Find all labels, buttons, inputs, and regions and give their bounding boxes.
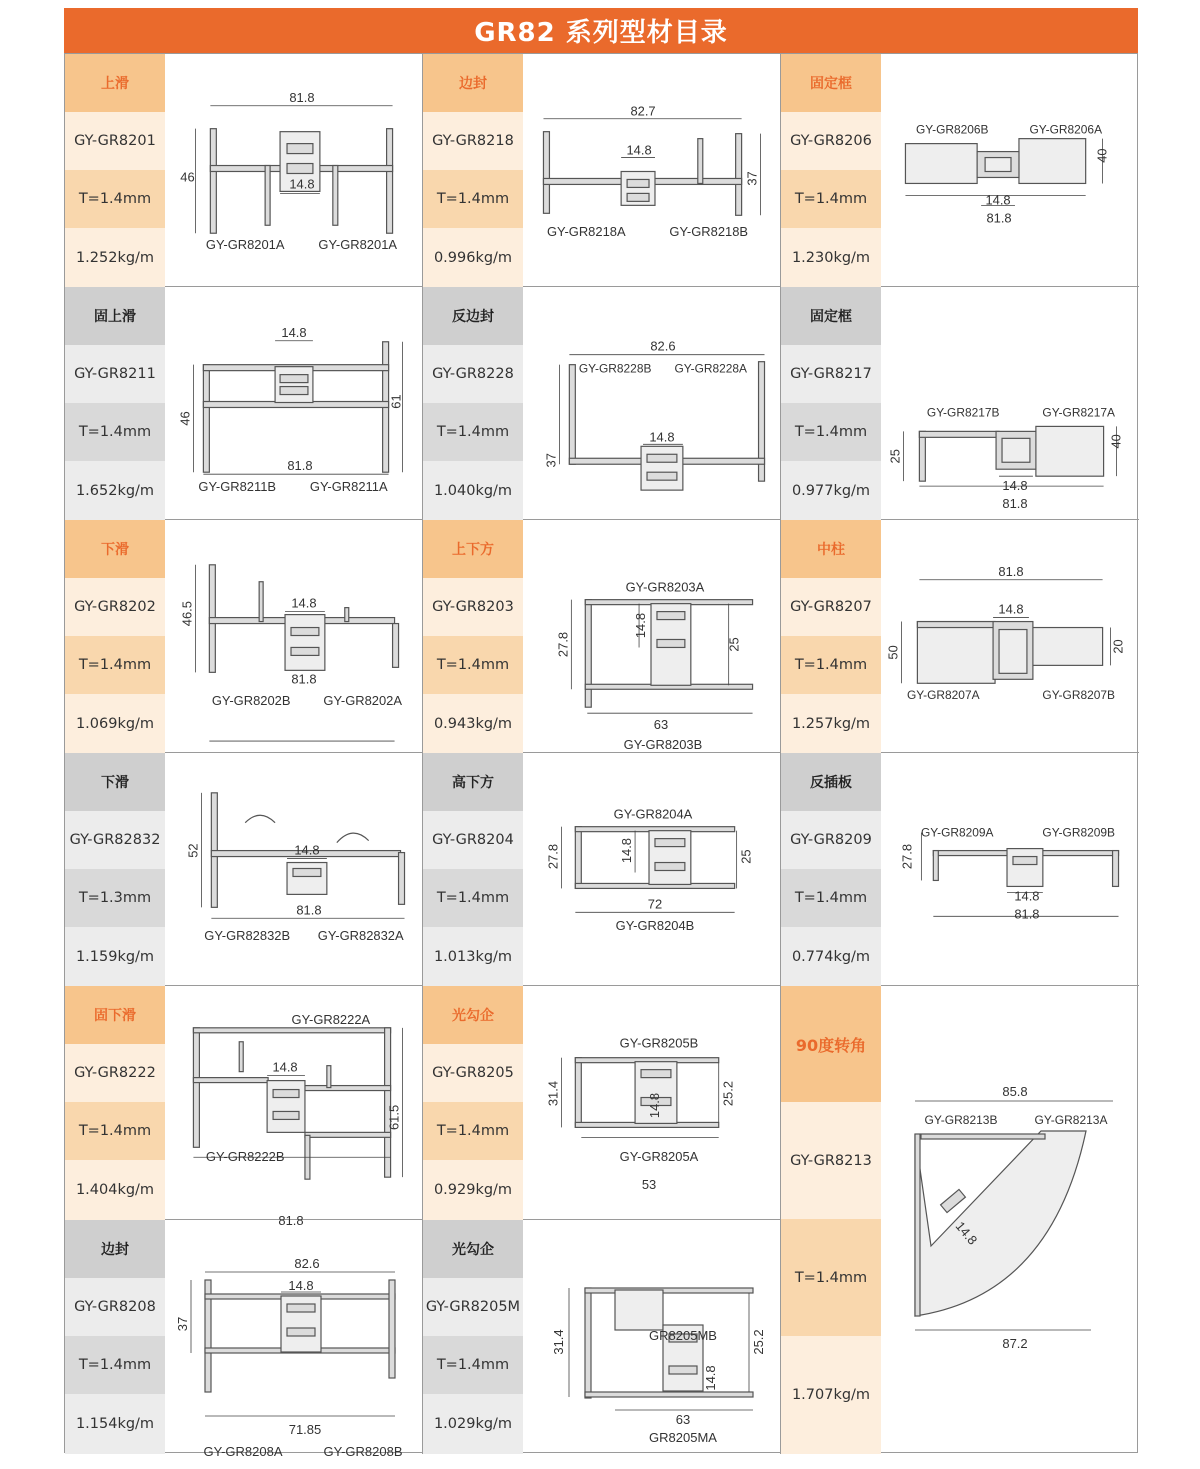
part-label: GY-GR8218B: [669, 224, 749, 240]
profile-name: 固下滑: [65, 986, 165, 1044]
profile-drawing: [881, 986, 1138, 1454]
part-label: GY-GR8201A: [205, 237, 285, 253]
profile-weight: 1.230kg/m: [781, 228, 881, 287]
profile-name: 边封: [423, 54, 523, 112]
profile-code: GY-GR8211: [65, 345, 165, 403]
profile-code: GY-GR8217: [781, 345, 881, 403]
profile-drawing: [165, 986, 422, 1228]
dim-label: 37: [175, 1316, 190, 1332]
profile-name: 反边封: [423, 287, 523, 345]
part-label: GY-GR8217A: [1042, 405, 1115, 420]
profile-grid: [64, 53, 1138, 1459]
dim-label: 53: [641, 1177, 657, 1193]
profile-thickness: T=1.4mm: [423, 1336, 523, 1394]
profile-weight: 1.159kg/m: [65, 927, 165, 986]
profile-drawing: [523, 986, 780, 1219]
profile-drawing: [165, 520, 422, 752]
part-label: GY-GR8209B: [1042, 825, 1115, 840]
dim-label: 61.5: [386, 1104, 402, 1131]
profile-code: GY-GR8208: [65, 1278, 165, 1336]
profile-drawing: [165, 1220, 422, 1459]
profile-name: 上下方: [423, 520, 523, 578]
profile-thickness: T=1.4mm: [423, 869, 523, 927]
part-label: GY-GR8208A: [203, 1444, 283, 1459]
dim-label: 81.8: [291, 671, 317, 687]
profile-weight: 1.029kg/m: [423, 1394, 523, 1454]
profile-weight: 1.154kg/m: [65, 1394, 165, 1454]
profile-card: [65, 287, 423, 520]
profile-code: GY-GR8213: [781, 1102, 881, 1219]
part-label: GY-GR8206A: [1029, 122, 1103, 137]
dim-label: 81.8: [1002, 496, 1028, 512]
profile-thickness: T=1.4mm: [781, 403, 881, 461]
profile-code: GY-GR8203: [423, 578, 523, 636]
profile-code: GY-GR8205: [423, 1044, 523, 1102]
dim-label: 46: [180, 169, 195, 185]
dim-label: 81.8: [296, 902, 322, 918]
part-label: GY-GR8208B: [323, 1444, 403, 1459]
dim-label: 14.8: [291, 595, 317, 611]
dim-label: 31.4: [551, 1329, 566, 1355]
profile-weight: 1.069kg/m: [65, 694, 165, 753]
profile-card: [781, 753, 1139, 986]
dim-label: 14.8: [998, 601, 1024, 617]
dim-label: 14.8: [272, 1059, 298, 1075]
dim-label: 14.8: [633, 612, 649, 639]
dim-label: 37: [744, 171, 760, 186]
profile-card: [781, 287, 1139, 520]
profile-thickness: T=1.4mm: [781, 1219, 881, 1336]
part-label: GY-GR8211A: [309, 479, 388, 495]
profile-drawing: [881, 520, 1138, 752]
profile-name: 中柱: [781, 520, 881, 578]
profile-name: 90度转角: [781, 986, 881, 1102]
part-label: GY-GR8228A: [674, 361, 748, 376]
profile-code: GY-GR8218: [423, 112, 523, 170]
profile-name: 上滑: [65, 54, 165, 112]
profile-card: [65, 986, 423, 1228]
profile-name: 下滑: [65, 753, 165, 811]
dim-label: 14.8: [703, 1365, 718, 1391]
dim-label: 40: [1094, 148, 1110, 163]
dim-label: 14.8: [1002, 478, 1028, 494]
dim-label: 27.8: [545, 843, 561, 870]
dim-label: 14.8: [288, 1278, 314, 1293]
part-label: GR8205MB: [649, 1328, 717, 1343]
dim-label: 25: [726, 637, 742, 652]
dim-label: 31.4: [545, 1080, 561, 1107]
dim-label: 81.8: [289, 89, 315, 105]
dim-label: 46.5: [179, 601, 195, 627]
profile-code: GY-GR8206: [781, 112, 881, 170]
dim-label: 25: [887, 449, 903, 464]
dim-label: 87.2: [1002, 1336, 1028, 1351]
profile-weight: 1.013kg/m: [423, 927, 523, 986]
part-label: GY-GR8207B: [1042, 688, 1115, 703]
profile-name: 高下方: [423, 753, 523, 811]
profile-card: [423, 753, 781, 986]
dim-label: 85.8: [1002, 1084, 1028, 1099]
profile-code: GY-GR82832: [65, 811, 165, 869]
profile-card: [423, 287, 781, 520]
profile-card: [65, 753, 423, 986]
dim-label: 14.8: [626, 142, 652, 158]
dim-label: 50: [885, 645, 901, 660]
profile-drawing: [165, 54, 422, 286]
profile-drawing: [881, 753, 1138, 985]
profile-card: [65, 520, 423, 753]
profile-thickness: T=1.4mm: [423, 636, 523, 694]
profile-code: GY-GR8228: [423, 345, 523, 403]
profile-name: 固上滑: [65, 287, 165, 345]
profile-weight: 1.707kg/m: [781, 1336, 881, 1454]
profile-card: [423, 1220, 781, 1454]
dim-label: 46: [177, 411, 193, 426]
dim-label: 81.8: [287, 458, 313, 474]
dim-label: 25.2: [720, 1080, 736, 1107]
profile-name: 固定框: [781, 287, 881, 345]
profile-name: 边封: [65, 1220, 165, 1278]
part-label: GY-GR8222B: [205, 1149, 285, 1165]
profile-card: [423, 520, 781, 753]
profile-weight: 1.252kg/m: [65, 228, 165, 287]
part-label: GY-GR8218A: [546, 224, 626, 240]
dim-label: 81.8: [278, 1212, 304, 1228]
dim-label: 63: [675, 1412, 691, 1427]
profile-name: 光勾企: [423, 986, 523, 1044]
dim-label: 81.8: [998, 563, 1024, 579]
profile-thickness: T=1.4mm: [781, 869, 881, 927]
part-label: GY-GR8209A: [920, 825, 994, 840]
part-label: GY-GR8228B: [578, 361, 652, 376]
dim-label: 27.8: [899, 843, 915, 870]
dim-label: 82.6: [650, 338, 676, 354]
profile-weight: 0.774kg/m: [781, 927, 881, 986]
dim-label: 25.2: [751, 1329, 766, 1355]
part-label: GY-GR8202B: [211, 693, 291, 709]
part-label: GY-GR8203A: [625, 579, 705, 595]
profile-code: GY-GR8205M: [423, 1278, 523, 1336]
profile-card: [423, 986, 781, 1220]
dim-label: 27.8: [555, 631, 571, 658]
profile-weight: 0.977kg/m: [781, 461, 881, 520]
profile-weight: 1.040kg/m: [423, 461, 523, 520]
dim-label: 14.8: [649, 429, 675, 445]
part-label: GY-GR8213B: [924, 1113, 998, 1127]
profile-card: [781, 986, 1139, 1454]
profile-drawing: [881, 287, 1138, 519]
profile-name: 下滑: [65, 520, 165, 578]
dim-label: 14.8: [294, 842, 320, 858]
profile-card: [781, 520, 1139, 753]
profile-weight: 0.929kg/m: [423, 1160, 523, 1220]
profile-thickness: T=1.4mm: [65, 636, 165, 694]
dim-label: 71.85: [288, 1422, 322, 1437]
profile-weight: 1.404kg/m: [65, 1160, 165, 1220]
profile-card: [65, 54, 423, 287]
dim-label: 14.8: [646, 1092, 662, 1119]
profile-drawing: [523, 287, 780, 519]
dim-label: 82.6: [294, 1256, 320, 1271]
catalog-title: GR82 系列型材目录: [64, 8, 1138, 53]
profile-thickness: T=1.4mm: [65, 1102, 165, 1160]
dim-label: 63: [653, 717, 669, 733]
profile-drawing: [523, 1220, 780, 1454]
part-label: GY-GR8204B: [615, 918, 695, 934]
dim-label: 81.8: [986, 210, 1012, 226]
profile-weight: 1.652kg/m: [65, 461, 165, 520]
dim-label: 40: [1108, 434, 1124, 449]
profile-drawing: [523, 54, 780, 286]
profile-drawing: [523, 753, 780, 985]
profile-thickness: T=1.4mm: [423, 170, 523, 228]
profile-name: 固定框: [781, 54, 881, 112]
profile-drawing: [165, 287, 422, 519]
profile-code: GY-GR8201: [65, 112, 165, 170]
profile-weight: 0.943kg/m: [423, 694, 523, 753]
profile-name: 反插板: [781, 753, 881, 811]
profile-thickness: T=1.4mm: [423, 1102, 523, 1160]
dim-label: 14.8: [281, 324, 307, 340]
dim-label: 81.8: [1014, 906, 1040, 922]
dim-label: 37: [543, 453, 559, 468]
profile-drawing: [881, 54, 1138, 286]
profile-thickness: T=1.4mm: [65, 1336, 165, 1394]
part-label: GY-GR82832A: [317, 928, 404, 944]
dim-label: 25: [738, 849, 754, 864]
profile-code: GY-GR8222: [65, 1044, 165, 1102]
part-label: GY-GR8206B: [915, 122, 989, 137]
part-label: GY-GR8201A: [318, 237, 398, 253]
profile-thickness: T=1.4mm: [65, 403, 165, 461]
dim-label: 82.7: [630, 103, 656, 119]
profile-thickness: T=1.3mm: [65, 869, 165, 927]
profile-code: GY-GR8204: [423, 811, 523, 869]
dim-label: 52: [185, 843, 201, 858]
profile-card: [65, 1220, 423, 1459]
profile-name: 光勾企: [423, 1220, 523, 1278]
profile-thickness: T=1.4mm: [781, 170, 881, 228]
dim-label: 14.8: [952, 1218, 981, 1248]
part-label: GY-GR8204A: [613, 806, 693, 822]
profile-weight: 0.996kg/m: [423, 228, 523, 287]
part-label: GY-GR8213A: [1034, 1113, 1108, 1127]
dim-label: 20: [1110, 639, 1126, 654]
dim-label: 14.8: [985, 192, 1011, 208]
part-label: GY-GR8205B: [619, 1035, 699, 1051]
dim-label: 14.8: [289, 176, 315, 192]
dim-label: 14.8: [1014, 888, 1040, 904]
profile-code: GY-GR8207: [781, 578, 881, 636]
dim-label: 61: [388, 394, 404, 409]
part-label: GY-GR8211B: [198, 479, 277, 495]
dim-label: 14.8: [619, 837, 635, 864]
part-label: GY-GR8205A: [619, 1149, 699, 1165]
part-label: GY-GR8207A: [907, 688, 980, 703]
profile-thickness: T=1.4mm: [423, 403, 523, 461]
part-label: GY-GR8202A: [323, 693, 403, 709]
profile-drawing: [165, 753, 422, 985]
profile-thickness: T=1.4mm: [65, 170, 165, 228]
profile-card: [423, 54, 781, 287]
profile-drawing: [523, 520, 780, 752]
profile-code: GY-GR8202: [65, 578, 165, 636]
part-label: GY-GR82832B: [204, 928, 291, 944]
profile-weight: 1.257kg/m: [781, 694, 881, 753]
profile-card: [781, 54, 1139, 287]
part-label: GY-GR8217B: [926, 405, 1000, 420]
profile-code: GY-GR8209: [781, 811, 881, 869]
part-label: GY-GR8222A: [291, 1011, 371, 1027]
dim-label: 72: [647, 896, 663, 912]
profile-thickness: T=1.4mm: [781, 636, 881, 694]
part-label: GR8205MA: [649, 1430, 717, 1445]
part-label: GY-GR8203B: [623, 737, 703, 753]
